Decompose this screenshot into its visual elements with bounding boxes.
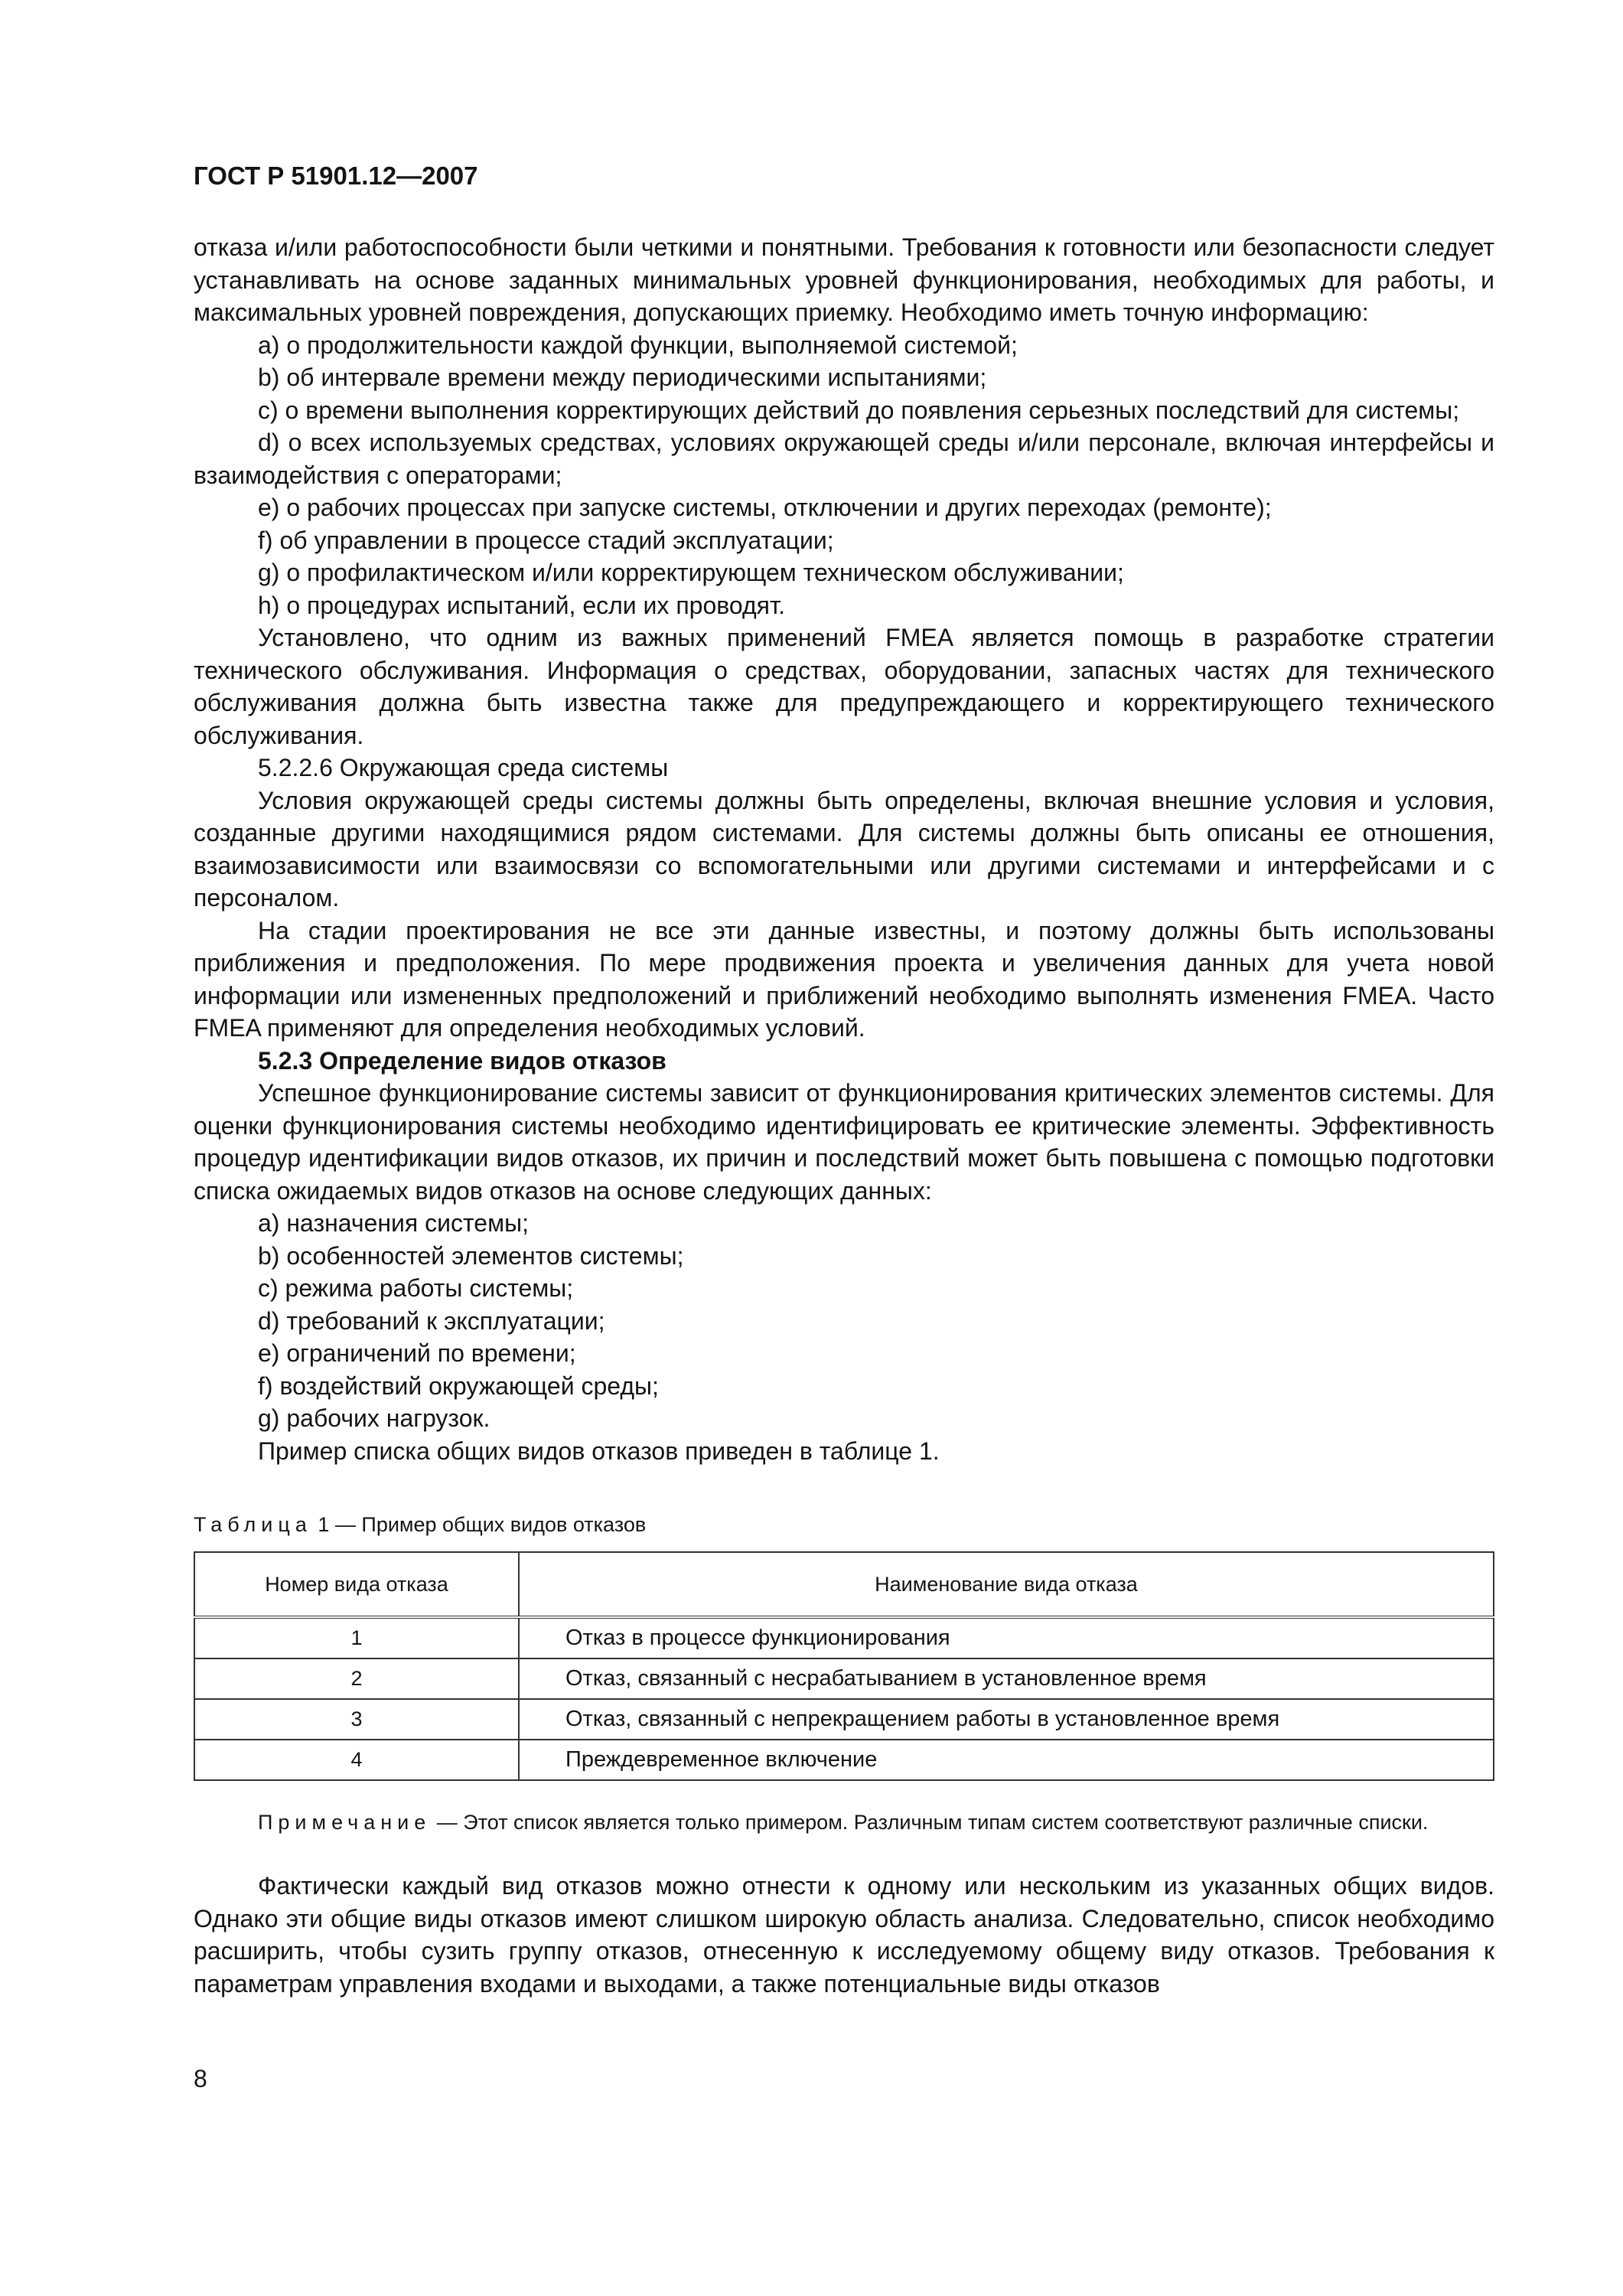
document-header: ГОСТ Р 51901.12—2007 — [194, 161, 478, 190]
list1-item-c: c) о времени выполнения корректирующих действий до появления серьезных последствий для системы; — [258, 396, 1460, 424]
paragraph-environment-1: Условия окружающей среды системы должны быть определены, включая внешние условия и условия, созданные другими находящимися рядом системами. Для системы должны быть описаны ее отношения, взаимозависимости или взаимосвязи со вспомогательными или другими системами и интерфейсами и с персоналом. — [194, 786, 1494, 912]
table-cell-number: 3 — [194, 1699, 519, 1740]
list2-item-c: c) режима работы системы; — [258, 1274, 574, 1302]
table-cell-number: 2 — [194, 1658, 519, 1699]
table-caption-word: Таблица — [194, 1513, 312, 1536]
list1-item-b: b) об интервале времени между периодическими испытаниями; — [258, 364, 987, 391]
list1-item-d: d) о всех используемых средствах, условиях окружающей среды и/или персонале, включая интерфейсы и взаимодействия с операторами; — [194, 429, 1494, 489]
section-5226-heading: 5.2.2.6 Окружающая среда системы — [258, 754, 669, 781]
table-caption — [194, 1512, 1494, 1538]
paragraph-example: Пример списка общих видов отказов приведен в таблице 1. — [258, 1437, 940, 1465]
note-word: Примечание — [258, 1811, 432, 1834]
list1-item-f: f) об управлении в процессе стадий эксплуатации; — [258, 526, 834, 554]
table-cell-number: 1 — [194, 1617, 519, 1658]
list2-item-a: a) назначения системы; — [258, 1209, 529, 1237]
table-cell-name: Преждевременное включение — [519, 1740, 1494, 1780]
paragraph-final: Фактически каждый вид отказов можно отнести к одному или нескольким из указанных общих видов. Однако эти общие виды отказов имеют слишком широкую область анализа. Следовательно, список необходимо расширить, чтобы сузить группу отказов, отнесенную к исследуемому общему виду отказов. Требования к параметрам управления входами и выходами, а также потенциальные виды отказов — [194, 1872, 1494, 1998]
table-cell-number: 4 — [194, 1740, 519, 1780]
list2-item-g: g) рабочих нагрузок. — [258, 1404, 490, 1432]
list2-item-e: e) ограничений по времени; — [258, 1339, 576, 1367]
table-row — [194, 1658, 1494, 1699]
table-header-number: Номер вида отказа — [194, 1552, 519, 1617]
table-cell-name: Отказ в процессе функционирования — [519, 1617, 1494, 1658]
table-cell-name: Отказ, связанный с несрабатыванием в установленное время — [519, 1658, 1494, 1699]
list2-item-f: f) воздействий окружающей среды; — [258, 1371, 659, 1400]
paragraph-environment-2: На стадии проектирования не все эти данные известны, и поэтому должны быть использованы приближения и предположения. По мере продвижения проекта и увеличения данных для учета новой информации или измененных предположений и приближений необходимо выполнять изменения FMEA. Часто FMEA применяют для определения необходимых условий. — [194, 916, 1494, 1042]
table-row — [194, 1699, 1494, 1740]
table-header-row — [194, 1552, 1494, 1617]
list2-item-d: d) требований к эксплуатации; — [258, 1306, 605, 1335]
list1-item-g: g) о профилактическом и/или корректирующем техническом обслуживании; — [258, 559, 1124, 586]
list1-item-e: e) о рабочих процессах при запуске системы, отключении и других переходах (ремонте); — [258, 494, 1272, 521]
failure-modes-table — [194, 1551, 1494, 1781]
table-note — [194, 1808, 1494, 1836]
list1-item-h: h) о процедурах испытаний, если их проводят. — [258, 591, 785, 619]
section-523-heading: 5.2.3 Определение видов отказов — [258, 1046, 666, 1075]
list2-item-b: b) особенностей элементов системы; — [258, 1241, 684, 1270]
paragraph-fmea: Установлено, что одним из важных применений FMEA является помощь в разработке стратегии технического обслуживания. Информация о средствах, оборудовании, запасных частях для технического обслуживания должна быть известна также для предупреждающего и корректирующего технического обслуживания. — [194, 624, 1494, 749]
table-cell-name: Отказ, связанный с непрекращением работы в установленное время — [519, 1699, 1494, 1740]
document-page — [194, 161, 1494, 2000]
page-number: 8 — [194, 2065, 207, 2092]
paragraph-523: Успешное функционирование системы зависит от функционирования критических элементов системы. Для оценки функционирования системы необходимо идентифицировать ее критические элементы. Эффективность процедур идентификации видов отказов, их причин и последствий может быть повышена с помощью подготовки списка ожидаемых видов отказов на основе следующих данных: — [194, 1079, 1494, 1205]
paragraph-intro: отказа и/или работоспособности были четкими и понятными. Требования к готовности или безопасности следует устанавливать на основе заданных минимальных уровней функционирования, необходимых для работы, и максимальных уровней повреждения, допускающих приемку. Необходимо иметь точную информацию: — [194, 233, 1494, 326]
table-row — [194, 1617, 1494, 1658]
table-caption-text: 1 — Пример общих видов отказов — [318, 1513, 647, 1536]
table-row — [194, 1740, 1494, 1780]
list1-item-a: a) о продолжительности каждой функции, выполняемой системой; — [258, 331, 1018, 359]
note-text: — Этот список является только примером. Различным типам систем соответствуют различные списки. — [436, 1811, 1429, 1834]
table-header-name: Наименование вида отказа — [519, 1552, 1494, 1617]
